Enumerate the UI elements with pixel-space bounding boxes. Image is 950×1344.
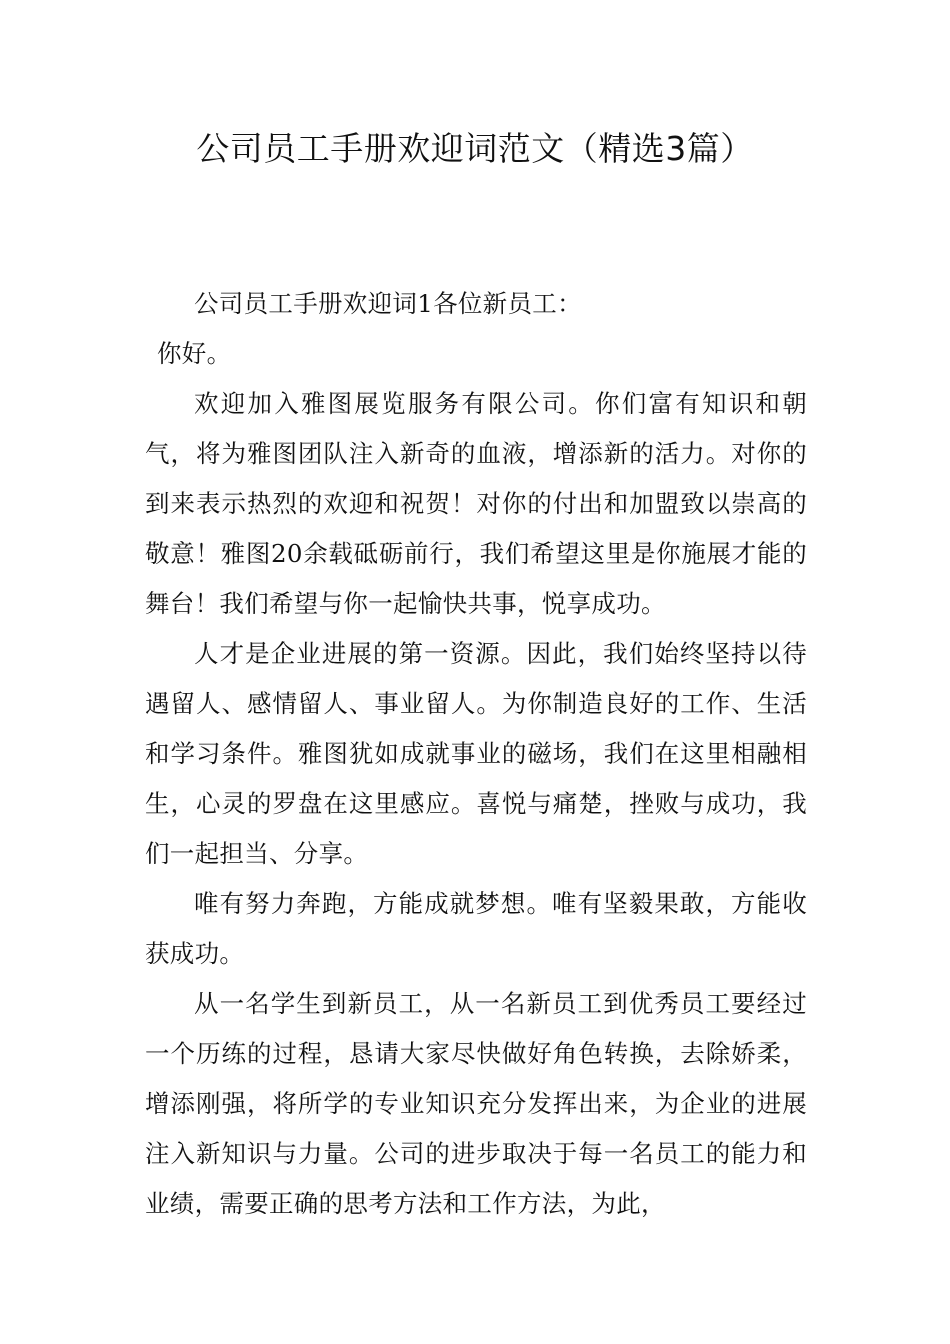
paragraph-salutation: 公司员工手册欢迎词1各位新员工： xyxy=(194,289,582,318)
paragraph-greeting: 你好。 xyxy=(157,339,232,368)
paragraph-transition: 从一名学生到新员工，从一名新员工到优秀员工要经过一个历练的过程，恳请大家尽快做好角色转换，去除娇柔，增添刚强，将所学的专业知识充分发挥出来，为企业的进展注入新知识与力量。公司的进步取决于每一名员工的能力和业绩，需要正确的思考方法和工作方法，为此， xyxy=(145,989,807,1218)
paragraph-dream: 唯有努力奔跑，方能成就梦想。唯有坚毅果敢，方能收获成功。 xyxy=(145,889,807,968)
paragraph-welcome: 欢迎加入雅图展览服务有限公司。你们富有知识和朝气，将为雅图团队注入新奇的血液，增添新的活力。对你的到来表示热烈的欢迎和祝贺！对你的付出和加盟致以崇高的敬意！雅图20余载砥砺前行，我们希望这里是你施展才能的舞台！我们希望与你一起愉快共事，悦享成功。 xyxy=(145,389,807,618)
document-title: 公司员工手册欢迎词范文（精选3篇） xyxy=(196,129,754,168)
paragraph-talent: 人才是企业进展的第一资源。因此，我们始终坚持以待遇留人、感情留人、事业留人。为你制造良好的工作、生活和学习条件。雅图犹如成就事业的磁场，我们在这里相融相生，心灵的罗盘在这里感应。喜悦与痛楚，挫败与成功，我们一起担当、分享。 xyxy=(145,639,807,868)
document-body xyxy=(145,279,807,1229)
